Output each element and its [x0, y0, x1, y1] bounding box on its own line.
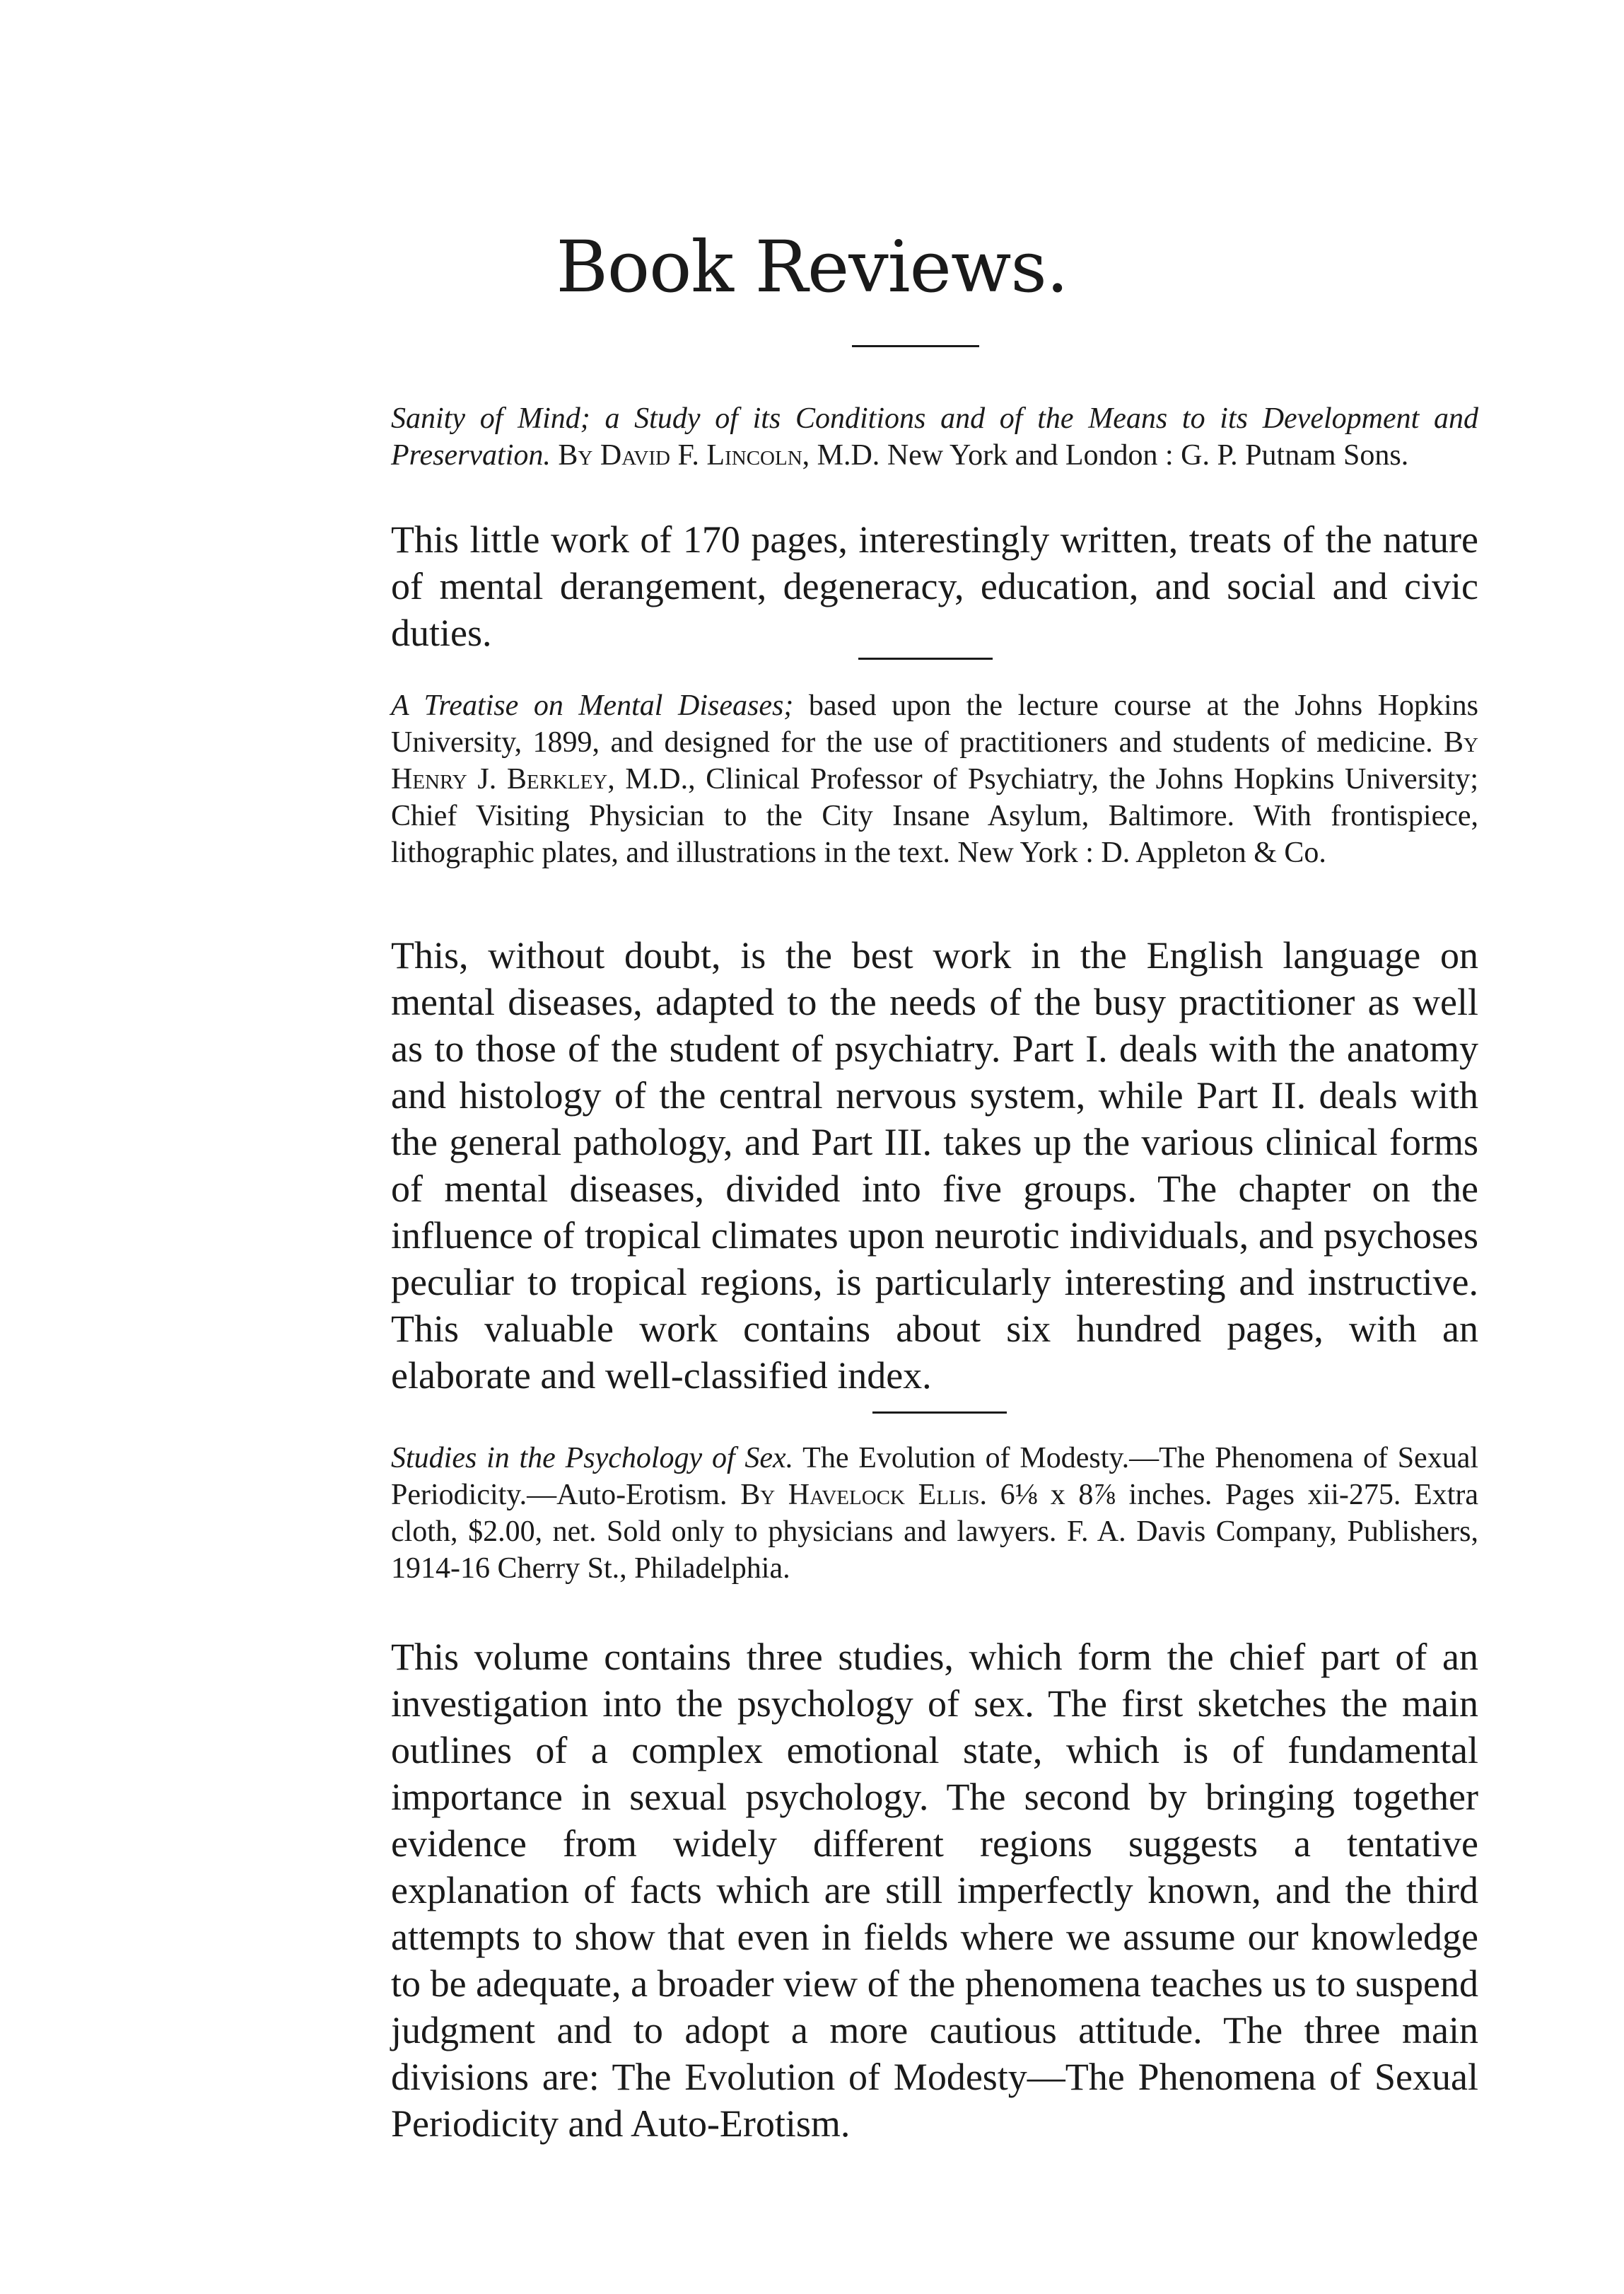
review-3-publisher: F. A. Davis Company, Publishers, 1914-16 Cherry St., Philadelphia.: [391, 1515, 1478, 1585]
review-2-affiliation: Clinical Professor of Psychiatry, the Johns Hopkins University; Chief Visiting Physician to the City Insane Asylum, Baltimore. With frontispiece, lithographic plates, and illustrations in the text.: [391, 763, 1478, 869]
review-3-book-title: Studies in the Psychology of Sex.: [391, 1442, 794, 1474]
review-1-publisher: New York and London : G. P. Putnam Sons.: [887, 439, 1409, 472]
page-title: Book Reviews.: [556, 226, 1068, 308]
review-3-details: The Evolution of Modesty.—The Phenomena of Sexual Periodicity.—Auto-Erotism.: [391, 1442, 1478, 1511]
review-1-book-title: Sanity of Mind; a Study of its Conditions and of the Means to its Development and Preservation.: [391, 402, 1478, 472]
review-2-publisher: New York : D. Appleton & Co.: [957, 837, 1326, 869]
review-1-text: This little work of 170 pages, interestingly written, treats of the nature of mental derangement, degeneracy, education, and social and civic duties.: [391, 518, 1478, 654]
review-divider-1: [858, 658, 993, 660]
review-2-text: This, without doubt, is the best work in the English language on mental diseases, adapted to the needs of the busy practitioner as well as to those of the student of psychiatry. Part I. deals with the anatomy and histology of the central nervous system, while Part II. deals with the general pathology, and Part III. takes up the various clinical forms of mental diseases, divided into five groups. The chapter on the influence of tropical climates upon neurotic individuals, and psychoses peculiar to tropical regions, is particularly interesting and instructive. This valuable work contains about six hundred pages, with an elaborate and well-classified index.: [391, 934, 1478, 1397]
review-1-author: By David F. Lincoln, M.D.: [558, 439, 880, 472]
review-2-author: By Henry J. Berkley, M.D.,: [391, 726, 1478, 796]
review-3-affiliation: 6⅛ x 8⅞ inches. Pages xii-275. Extra cloth, $2.00, net. Sold only to physicians and lawyers.: [391, 1479, 1478, 1548]
review-3-author: By Havelock Ellis.: [740, 1479, 987, 1511]
review-2-details: based upon the lecture course at the Johns Hopkins University, 1899, and designed for the use of practitioners and students of medicine.: [391, 689, 1479, 759]
review-2-book-title: A Treatise on Mental Diseases;: [391, 689, 794, 722]
review-3-citation: [391, 1440, 1478, 1587]
title-divider: [852, 345, 979, 347]
review-2-citation: [391, 687, 1478, 871]
review-divider-2: [872, 1411, 1007, 1414]
review-1-citation: [391, 400, 1478, 474]
review-3-text: This volume contains three studies, which form the chief part of an investigation into the psychology of sex. The first sketches the main outlines of a complex emotional state, which is of fundamental importance in sexual psychology. The second by bringing together evidence from widely different regions suggests a tentative explanation of facts which are still imperfectly known, and the third attempts to show that even in fields where we assume our knowledge to be adequate, a broader view of the phenomena teaches us to suspend judgment and to adopt a more cautious attitude. The three main divisions are: The Evolution of Modesty—The Phenomena of Sexual Periodicity and Auto-Erotism.: [391, 1636, 1478, 2145]
